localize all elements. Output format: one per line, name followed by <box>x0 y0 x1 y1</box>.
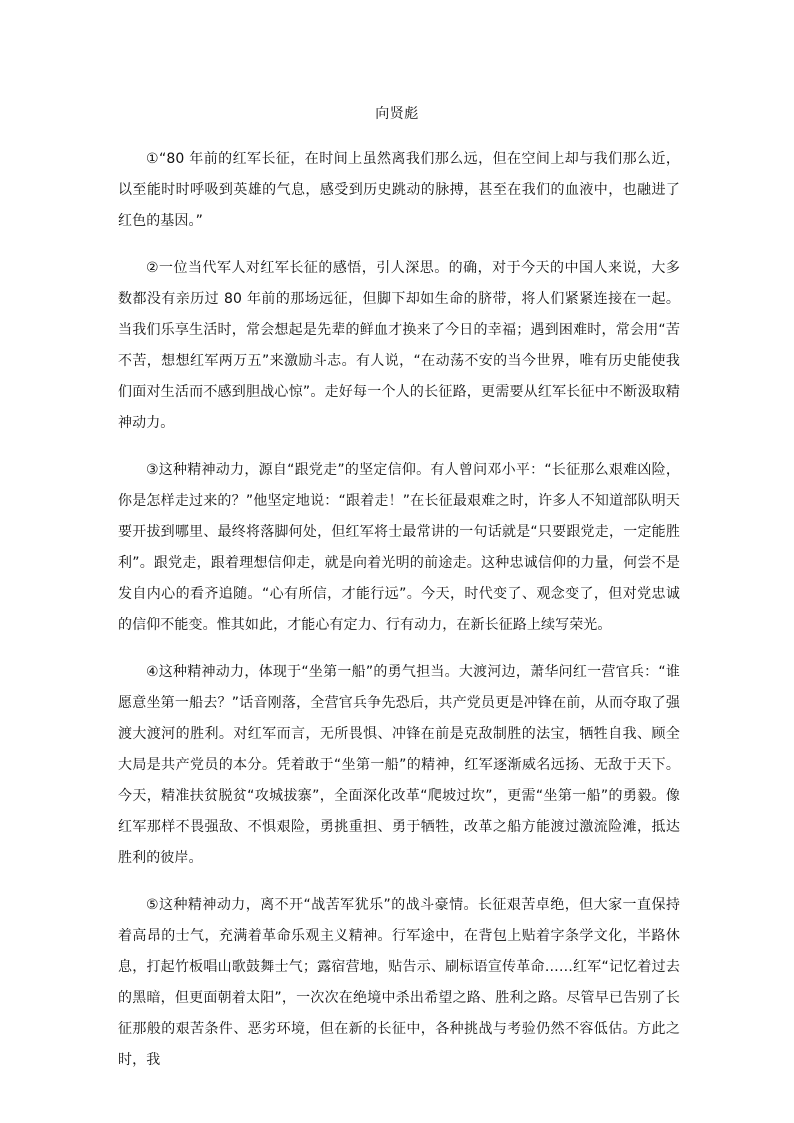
author-name: 向贤彪 <box>375 106 419 122</box>
paragraph-2: ②一位当代军人对红军长征的感悟，引人深思。的确，对于今天的中国人来说，大多数都没有亲历过 80 年前的那场远征，但脚下却如生命的脐带，将人们紧紧连接在一起。当我们乐享生活时，常会想起是先辈的鲜血才换来了今日的幸福；遇到困难时，常会用“苦不苦，想想红军两万五”来激励斗志。有人说，“在动荡不安的当今世界，唯有历史能使我们面对生活而不感到胆战心惊”。走好每一个人的长征路，更需要从红军长征中不断汲取精神动力。 <box>118 260 680 431</box>
article-body <box>118 144 680 1092</box>
paragraph-5: ⑤这种精神动力，离不开“战苦军犹乐”的战斗豪情。长征艰苦卓绝，但大家一直保持着高昂的士气，充满着革命乐观主义精神。行军途中，在背包上贴着字条学文化，半路休息，打起竹板唱山歌鼓舞士气；露宿营地，贴告示、刷标语宣传革命……红军“记忆着过去的黑暗，但更面朝着太阳”，一次次在绝境中杀出希望之路、胜利之路。尽管早已告别了长征那般的艰苦条件、恶劣环境，但在新的长征中，各种挑战与考验仍然不容低估。方此之时，我 <box>118 897 680 1068</box>
paragraph-1: ①“80 年前的红军长征，在时间上虽然离我们那么远，但在空间上却与我们那么近，以至能时时呼吸到英雄的气息，感受到历史跳动的脉搏，甚至在我们的血液中，也融进了红色的基因。” <box>118 151 680 229</box>
paragraph-4: ④这种精神动力，体现于“坐第一船”的勇气担当。大渡河边，萧华问红一营官兵：“谁愿意坐第一船去？”话音刚落，全营官兵争先恐后，共产党员更是冲锋在前，从而夺取了强渡大渡河的胜利。对红军而言，无所畏惧、冲锋在前是克敌制胜的法宝，牺牲自我、顾全大局是共产党员的本分。凭着敢于“坐第一船”的精神，红军逐渐威名远扬、无敌于天下。今天，精准扶贫脱贫“攻城拔寨”，全面深化改革“爬坡过坎”，更需“坐第一船”的勇毅。像红军那样不畏强敌、不惧艰险，勇挑重担、勇于牺牲，改革之船方能渡过激流险滩，抵达胜利的彼岸。 <box>118 664 680 866</box>
paragraph-3: ③这种精神动力，源自“跟党走”的坚定信仰。有人曾问邓小平：“长征那么艰难凶险，你是怎样走过来的？”他坚定地说：“跟着走！”在长征最艰难之时，许多人不知道部队明天要开拔到哪里、最终将落脚何处，但红军将士最常讲的一句话就是“只要跟党走，一定能胜利”。跟党走，跟着理想信仰走，就是向着光明的前途走。这种忠诚信仰的力量，何尝不是发自内心的看齐追随。“心有所信，才能行远”。今天，时代变了、观念变了，但对党忠诚的信仰不能变。惟其如此，才能心有定力、行有动力，在新长征路上续写荣光。 <box>118 462 680 633</box>
